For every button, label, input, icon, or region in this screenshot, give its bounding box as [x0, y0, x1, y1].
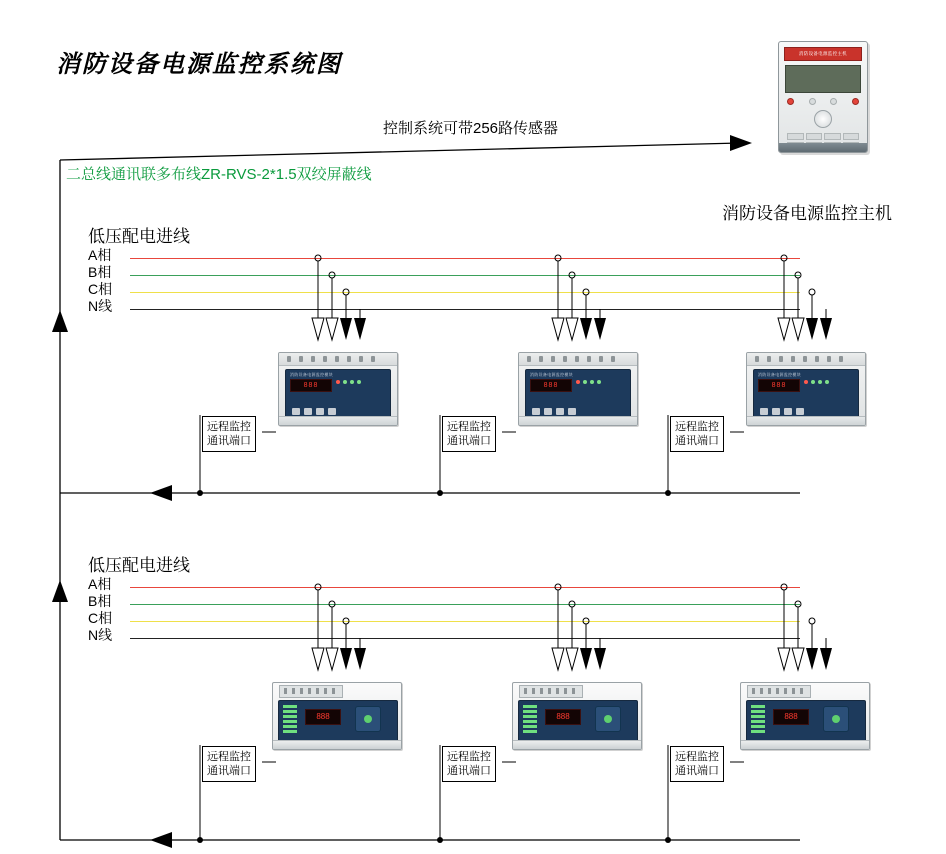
device-brand-text: 消防设备电源监控模块 — [530, 372, 573, 377]
feeder-label-group-2: 低压配电进线 — [88, 556, 190, 575]
device-display-value: 888 — [543, 382, 559, 389]
port-label-line1: 远程监控 — [675, 751, 719, 763]
device-2-2 — [512, 682, 642, 750]
device-brand-text: 消防设备电源监控模块 — [290, 372, 333, 377]
page-title: 消防设备电源监控系统图 — [56, 51, 342, 78]
device-display — [305, 709, 341, 725]
port-label-line1: 远程监控 — [447, 751, 491, 763]
bus-cable-label: 二总线通讯联多布线ZR-RVS-2*1.5双绞屏蔽线 — [66, 166, 372, 183]
host-title-strip: 消防设备电源监控主机 — [784, 47, 862, 61]
port-label-line2: 通讯端口 — [447, 765, 491, 777]
phase-label-c-1: C相 — [88, 281, 113, 297]
device-terminal-strip — [747, 685, 811, 698]
port-label-line2: 通讯端口 — [207, 765, 251, 777]
device-2-3 — [740, 682, 870, 750]
port-label-line2: 通讯端口 — [207, 435, 251, 447]
device-keypad — [595, 706, 621, 732]
device-display-value: 888 — [771, 382, 787, 389]
device-front-panel — [278, 700, 398, 742]
device-keypad — [355, 706, 381, 732]
device-base-strip — [513, 740, 641, 749]
device-base-strip — [273, 740, 401, 749]
device-front-panel — [746, 700, 866, 742]
device-display-value: 888 — [784, 712, 798, 721]
phase-label-c-2: C相 — [88, 610, 113, 626]
port-box-2-2 — [442, 746, 496, 782]
phase-label-a-1: A相 — [88, 247, 112, 263]
port-box-2-1 — [202, 746, 256, 782]
port-label-line1: 远程监控 — [447, 421, 491, 433]
phase-label-a-2: A相 — [88, 576, 112, 592]
device-display-value: 888 — [303, 382, 319, 389]
device-base-strip — [741, 740, 869, 749]
phase-label-n-1: N线 — [88, 298, 113, 314]
device-display — [545, 709, 581, 725]
device-display-value: 888 — [316, 712, 330, 721]
device-keypad — [823, 706, 849, 732]
host-caption: 消防设备电源监控主机 — [722, 204, 892, 223]
device-brand-text: 消防设备电源监控模块 — [758, 372, 801, 377]
port-label-line2: 通讯端口 — [675, 435, 719, 447]
device-display-value: 888 — [556, 712, 570, 721]
port-box-2-3 — [670, 746, 724, 782]
bus-capacity-note: 控制系统可带256路传感器 — [383, 120, 559, 137]
device-front-panel — [518, 700, 638, 742]
phase-label-n-2: N线 — [88, 627, 113, 643]
port-label-line1: 远程监控 — [207, 751, 251, 763]
device-bargraph — [523, 705, 537, 733]
phase-label-b-2: B相 — [88, 593, 112, 609]
device-bargraph — [751, 705, 765, 733]
device-2-1 — [272, 682, 402, 750]
port-label-line1: 远程监控 — [675, 421, 719, 433]
device-terminal-strip — [279, 685, 343, 698]
port-label-line1: 远程监控 — [207, 421, 251, 433]
phase-label-b-1: B相 — [88, 264, 112, 280]
port-label-line2: 通讯端口 — [675, 765, 719, 777]
device-bargraph — [283, 705, 297, 733]
device-terminal-strip — [519, 685, 583, 698]
port-label-line2: 通讯端口 — [447, 435, 491, 447]
feeder-label-group-1: 低压配电进线 — [88, 227, 190, 246]
device-display — [773, 709, 809, 725]
